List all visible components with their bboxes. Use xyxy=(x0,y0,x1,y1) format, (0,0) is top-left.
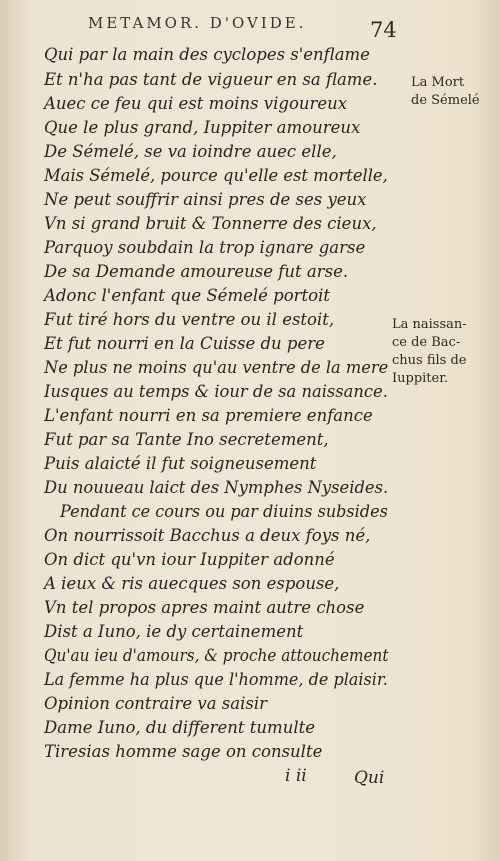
note-line: ce de Bac- xyxy=(392,335,461,350)
verse-line: De Sémelé, se va ioindre auec elle, xyxy=(44,142,337,161)
verse-line: Tiresias homme sage on consulte xyxy=(44,742,323,761)
note-line: Iuppiter. xyxy=(392,371,449,386)
verse-line: Puis alaicté il fut soigneusement xyxy=(44,454,317,473)
verse-line: Auec ce feu qui est moins vigoureux xyxy=(44,94,348,113)
catchword: Qui xyxy=(354,768,385,788)
verse-line: Que le plus grand, Iuppiter amoureux xyxy=(44,118,361,137)
verse-line: Fut par sa Tante Ino secretement, xyxy=(44,430,329,449)
note-line: La Mort xyxy=(411,75,465,90)
verse-line: Qui par la main des cyclopes s'enflame xyxy=(44,45,370,64)
verse-line: Vn si grand bruit & Tonnerre des cieux, xyxy=(44,214,377,233)
verse-line: Opinion contraire va saisir xyxy=(44,694,268,713)
note-line: La naissan- xyxy=(392,317,467,332)
verse-line: On nourrissoit Bacchus a deux foys né, xyxy=(44,526,371,545)
margin-note-birth-of-bacchus xyxy=(392,316,467,388)
verse-line: Parquoy soubdain la trop ignare garse xyxy=(44,238,366,257)
page-number: 74 xyxy=(370,18,397,42)
verse-line: La femme ha plus que l'homme, de plaisir. xyxy=(44,670,388,689)
verse-line: Mais Sémelé, pource qu'elle est mortelle, xyxy=(44,166,388,185)
verse-line: Vn tel propos apres maint autre chose xyxy=(44,598,365,617)
running-title: METAMOR. D'OVIDE. xyxy=(88,14,307,32)
verse-line: L'enfant nourri en sa premiere enfance xyxy=(44,406,373,425)
verse-line: Ne peut souffrir ainsi pres de ses yeux xyxy=(44,190,367,209)
verse-line: Du nouueau laict des Nymphes Nyseides. xyxy=(44,478,389,497)
signature-mark: i ii xyxy=(285,766,307,786)
verse-line: Pendant ce cours ou par diuins subsides xyxy=(60,502,388,521)
margin-note-death-of-semele xyxy=(411,74,480,110)
verse-line: Et fut nourri en la Cuisse du pere xyxy=(44,334,325,353)
note-line: chus fils de xyxy=(392,353,467,368)
verse-line: Adonc l'enfant que Sémelé portoit xyxy=(44,286,330,305)
verse-line: De sa Demande amoureuse fut arse. xyxy=(44,262,349,281)
verse-line: Dist a Iuno, ie dy certainement xyxy=(44,622,304,641)
verse-line: On dict qu'vn iour Iuppiter adonné xyxy=(44,550,335,569)
verse-line: Et n'ha pas tant de vigueur en sa flame. xyxy=(44,70,378,89)
verse-line: Fut tiré hors du ventre ou il estoit, xyxy=(44,310,335,329)
verse-line: Ne plus ne moins qu'au ventre de la mere xyxy=(44,358,389,377)
verse-line: A ieux & ris auecques son espouse, xyxy=(44,574,340,593)
verse-line: Qu'au ieu d'amours, & proche attouchement xyxy=(44,646,389,665)
verse-line: Iusques au temps & iour de sa naissance. xyxy=(44,382,388,401)
note-line: de Sémelé xyxy=(411,93,480,108)
verse-line: Dame Iuno, du different tumulte xyxy=(44,718,316,737)
